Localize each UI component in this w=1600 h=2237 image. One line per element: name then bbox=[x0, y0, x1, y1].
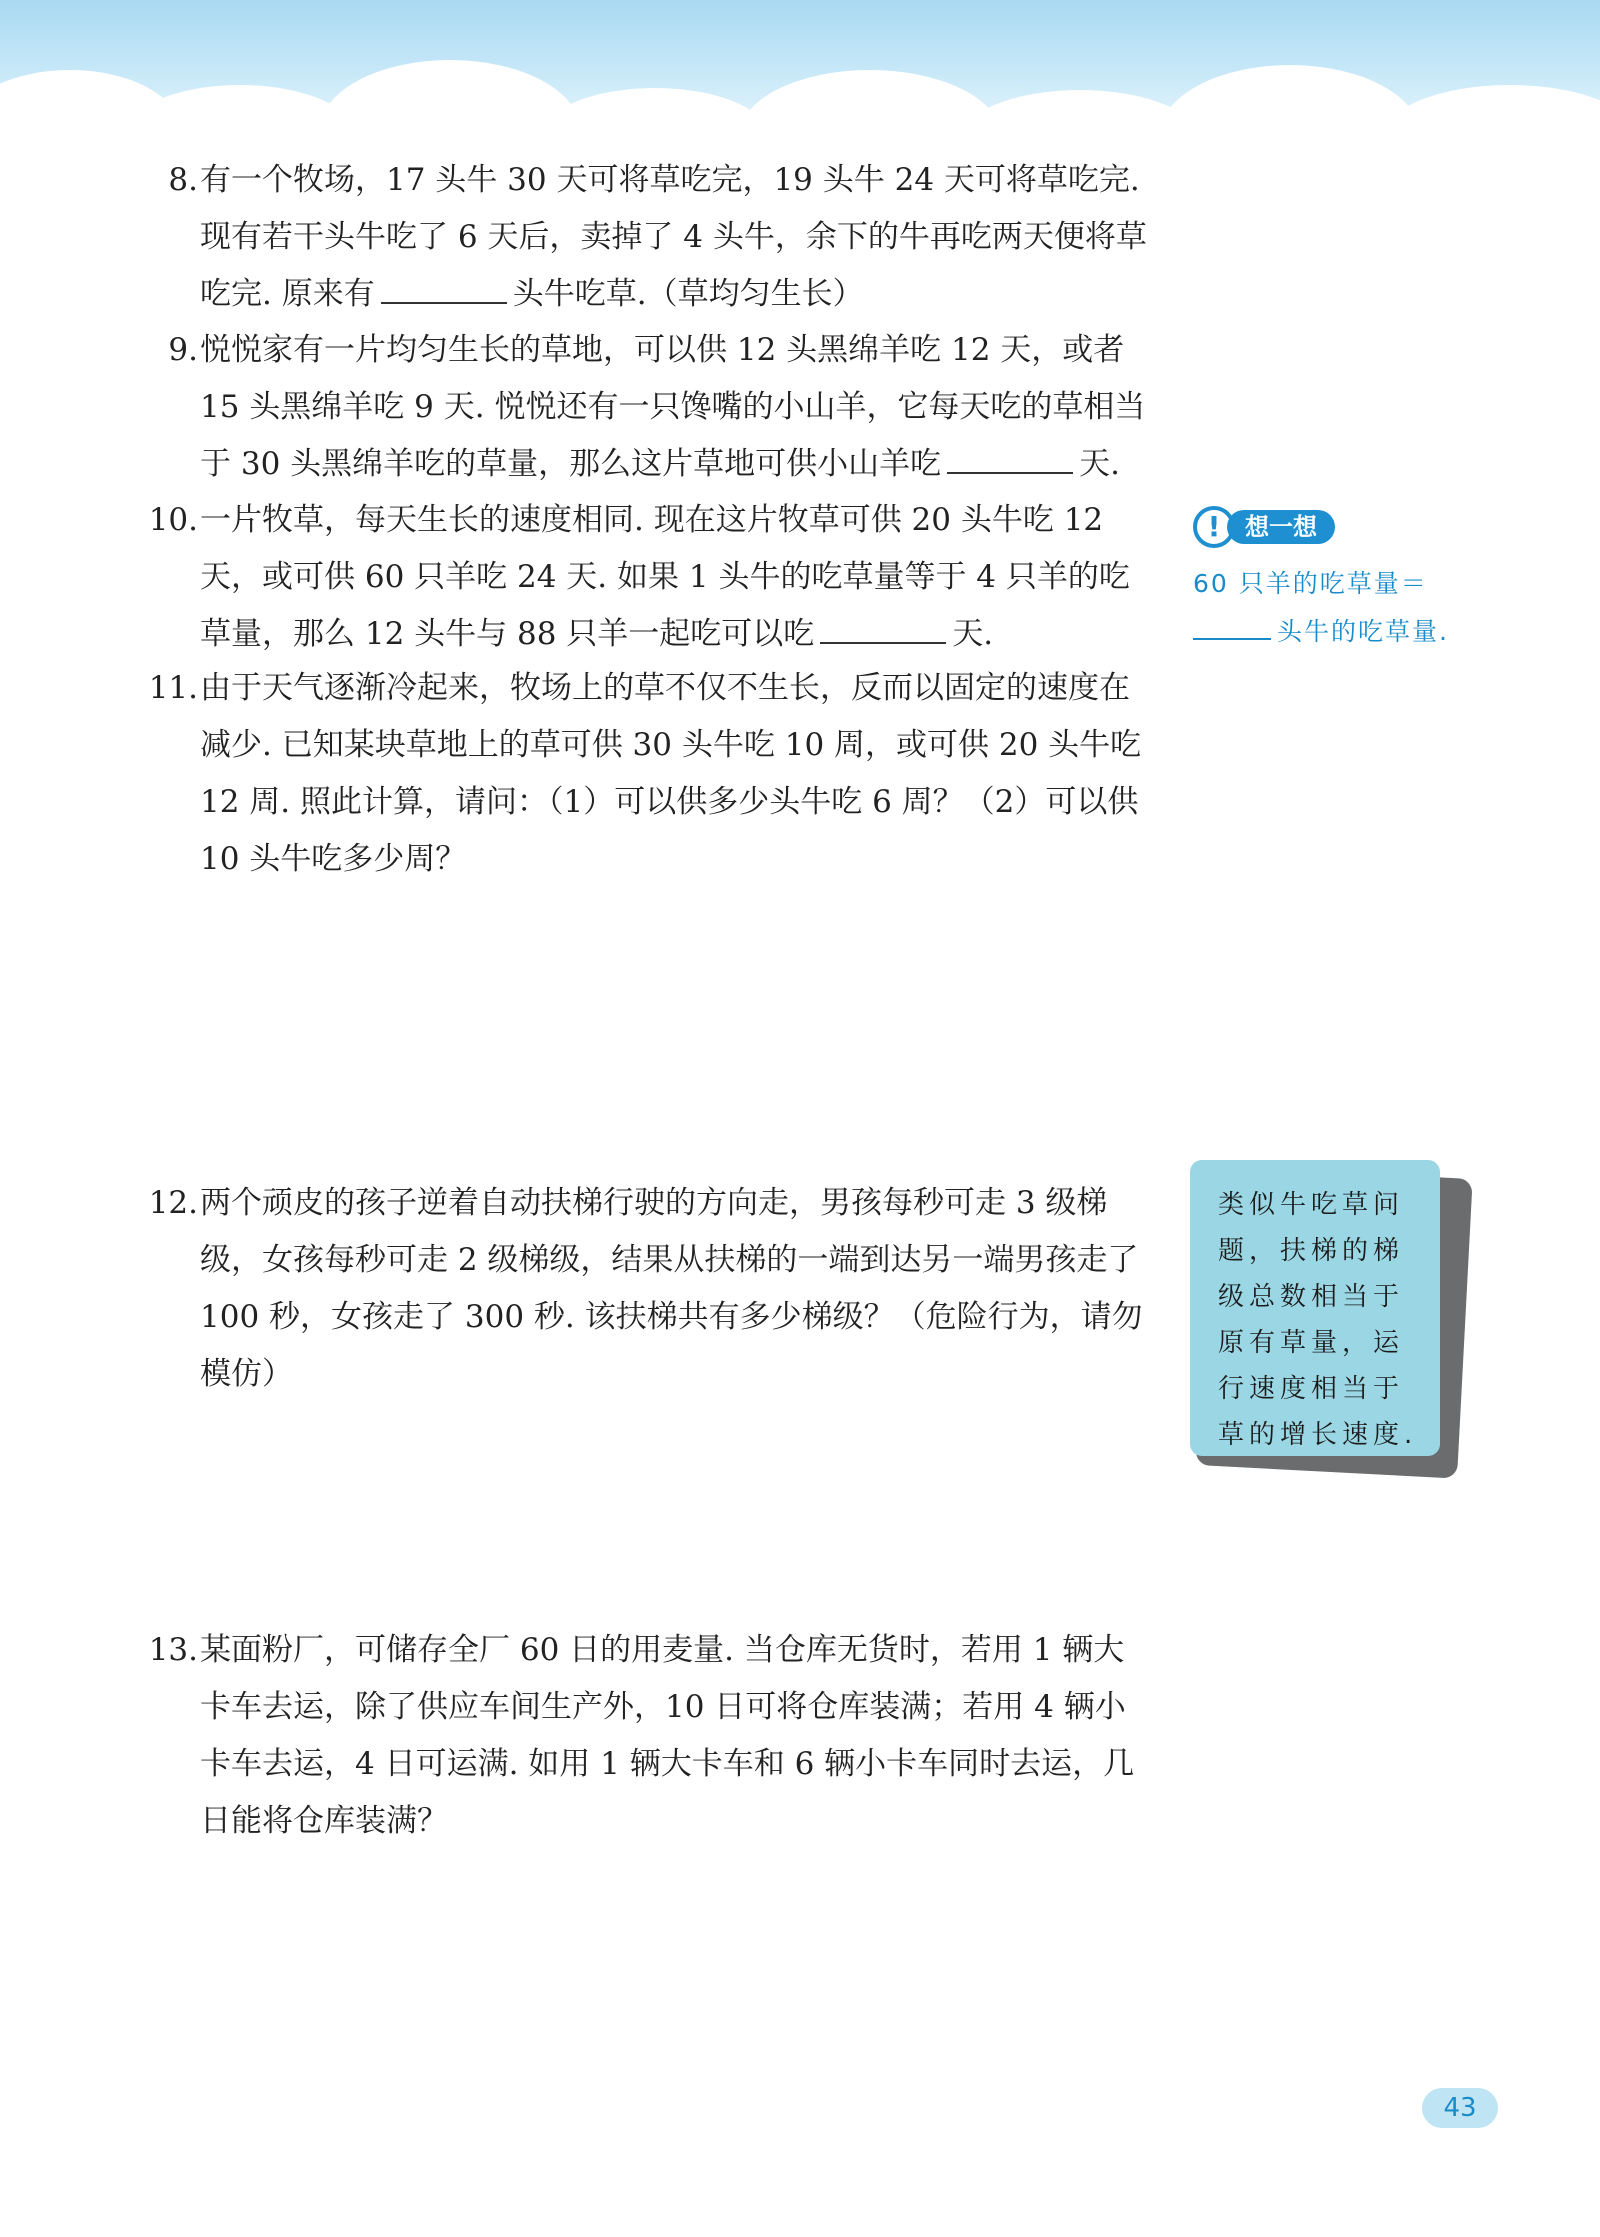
cloud-shape bbox=[320, 60, 580, 130]
cloud-shape bbox=[1380, 85, 1600, 130]
problem-11 bbox=[150, 660, 1150, 888]
think-tip-line2: 头牛的吃草量. bbox=[1193, 608, 1493, 656]
problem-9 bbox=[150, 322, 1150, 493]
cloud-shape bbox=[1160, 65, 1420, 130]
think-tip bbox=[1193, 560, 1493, 656]
problem-number: 9. bbox=[168, 332, 198, 368]
problem-text: 有一个牧场，17 头牛 30 天可将草吃完，19 头牛 24 天可将草吃完. 现有若干头牛吃了 6 天后，卖掉了 4 头牛，余下的牛再吃两天便将草吃完. 原来有 头牛吃草.（草均匀生长） bbox=[200, 162, 1147, 312]
problem-number: 10. bbox=[148, 502, 198, 538]
think-title: 想一想 bbox=[1227, 510, 1335, 544]
answer-blank[interactable] bbox=[820, 614, 946, 644]
cloud-shape bbox=[540, 88, 770, 130]
answer-blank[interactable] bbox=[947, 444, 1073, 474]
problem-number: 12. bbox=[148, 1185, 198, 1221]
problem-text: 一片牧草，每天生长的速度相同. 现在这片牧草可供 20 头牛吃 12 天，或可供 60 只羊吃 24 天. 如果 1 头牛的吃草量等于 4 只羊的吃草量，那么 12 头牛与 88 只羊一起吃可以吃 天. bbox=[200, 502, 1130, 652]
problem-12 bbox=[150, 1175, 1150, 1403]
answer-blank[interactable] bbox=[381, 274, 507, 304]
hint-note-card: 类似牛吃草问题，扶梯的梯级总数相当于原有草量，运行速度相当于草的增长速度. bbox=[1190, 1160, 1440, 1456]
problem-number: 13. bbox=[148, 1632, 198, 1668]
think-badge bbox=[1193, 506, 1339, 548]
problem-number: 8. bbox=[168, 162, 198, 198]
problem-text: 悦悦家有一片均匀生长的草地，可以供 12 头黑绵羊吃 12 天，或者 15 头黑绵羊吃 9 天. 悦悦还有一只馋嘴的小山羊，它每天吃的草相当于 30 头黑绵羊吃的草量，那么这片草地可供小山羊吃 天. bbox=[200, 332, 1146, 482]
problem-number: 11. bbox=[148, 670, 198, 706]
tip-answer-blank[interactable] bbox=[1193, 614, 1271, 640]
problem-13 bbox=[150, 1622, 1150, 1850]
problem-text: 由于天气逐渐冷起来，牧场上的草不仅不生长，反而以固定的速度在减少. 已知某块草地上的草可供 30 头牛吃 10 周，或可供 20 头牛吃 12 周. 照此计算，请问：（1）可以供多少头牛吃 6 周？（2）可以供 10 头牛吃多少周？ bbox=[200, 670, 1142, 877]
header-sky-band bbox=[0, 0, 1600, 130]
problem-8 bbox=[150, 152, 1150, 323]
problem-text: 某面粉厂，可储存全厂 60 日的用麦量. 当仓库无货时，若用 1 辆大卡车去运，除了供应车间生产外，10 日可将仓库装满；若用 4 辆小卡车去运，4 日可运满. 如用 1 辆大卡车和 6 辆小卡车同时去运，几日能将仓库装满？ bbox=[200, 1632, 1135, 1839]
cloud-shape bbox=[740, 70, 1000, 130]
page-number: 43 bbox=[1422, 2088, 1498, 2128]
problem-10 bbox=[150, 492, 1150, 663]
think-tip-line1: 60 只羊的吃草量＝ bbox=[1193, 569, 1428, 598]
problem-text: 两个顽皮的孩子逆着自动扶梯行驶的方向走，男孩每秒可走 3 级梯级，女孩每秒可走 2 级梯级，结果从扶梯的一端到达另一端男孩走了 100 秒，女孩走了 300 秒. 该扶梯共有多少梯级？（危险行为，请勿模仿） bbox=[200, 1185, 1143, 1392]
exclamation-icon: ! bbox=[1193, 506, 1235, 548]
